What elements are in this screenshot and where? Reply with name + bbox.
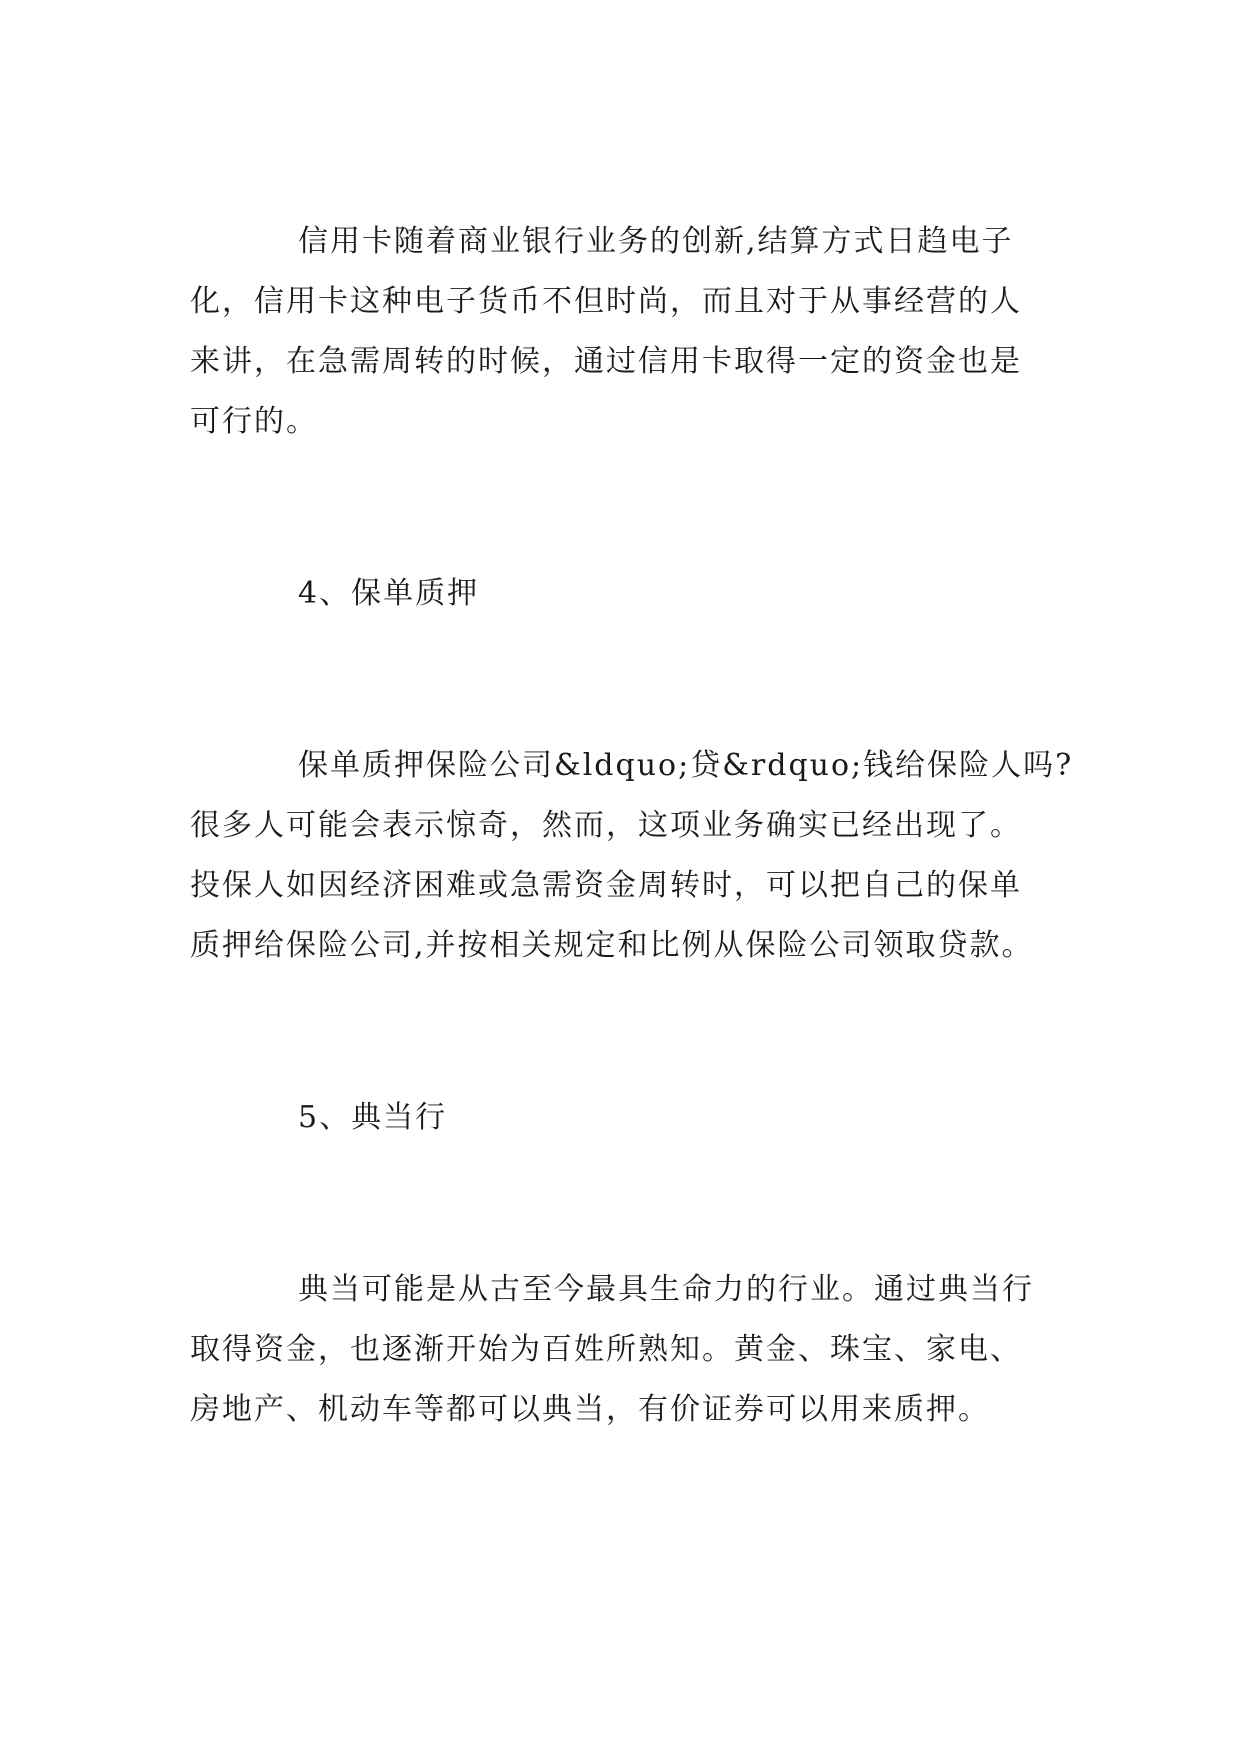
paragraph-credit-card-line-3: 来讲，在急需周转的时候，通过信用卡取得一定的资金也是 — [190, 344, 1022, 379]
paragraph-pawnshop-line-2: 取得资金，也逐渐开始为百姓所熟知。黄金、珠宝、家电、 — [190, 1332, 1022, 1367]
paragraph-policy-pledge-line-2: 很多人可能会表示惊奇，然而，这项业务确实已经出现了。 — [190, 808, 1022, 843]
heading-5-pawnshop: 5、典当行 — [298, 1100, 448, 1135]
paragraph-policy-pledge-line-4: 质押给保险公司,并按相关规定和比例从保险公司领取贷款。 — [190, 928, 1034, 963]
paragraph-credit-card-line-2: 化，信用卡这种电子货币不但时尚，而且对于从事经营的人 — [190, 284, 1022, 319]
paragraph-pawnshop-line-3: 房地产、机动车等都可以典当，有价证券可以用来质押。 — [190, 1392, 990, 1427]
paragraph-pawnshop-line-1: 典当可能是从古至今最具生命力的行业。通过典当行 — [298, 1272, 1034, 1307]
paragraph-credit-card-line-4: 可行的。 — [190, 404, 318, 439]
paragraph-credit-card-line-1: 信用卡随着商业银行业务的创新,结算方式日趋电子 — [298, 224, 1014, 259]
heading-4-policy-pledge: 4、保单质押 — [298, 576, 480, 611]
paragraph-policy-pledge-line-3: 投保人如因经济困难或急需资金周转时，可以把自己的保单 — [190, 868, 1022, 903]
paragraph-policy-pledge-line-1: 保单质押保险公司&ldquo;贷&rdquo;钱给保险人吗? — [298, 748, 1074, 783]
